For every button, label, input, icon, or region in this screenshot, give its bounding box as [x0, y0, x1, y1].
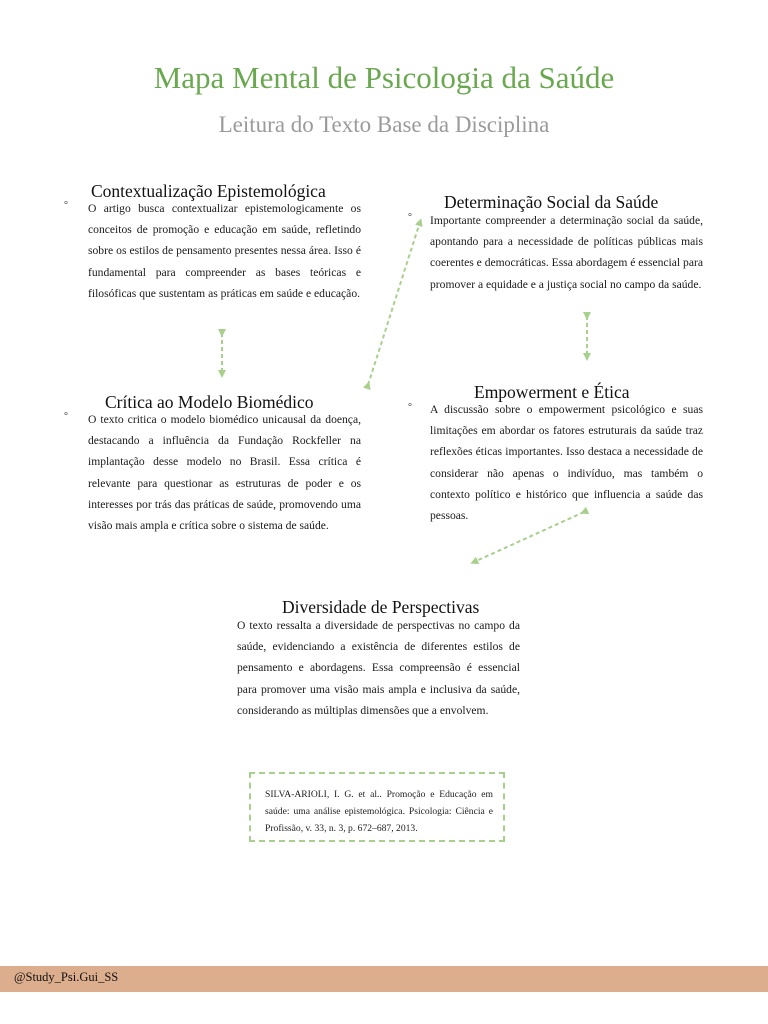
section-text-empowerment: A discussão sobre o empowerment psicológico e suas limitações em abordar os fatores estruturais da saúde traz reflexões éticas importantes. Isso destaca a necessidade de considerar não apenas o indivíduo, mas também o contexto político e histórico que influencia a saúde das pessoas. — [430, 403, 703, 523]
bullet-marker: ° — [64, 200, 68, 211]
section-title-critica: Crítica ao Modelo Biomédico — [105, 392, 314, 412]
bullet-marker: ° — [64, 411, 68, 422]
bullet-marker: ° — [408, 402, 412, 413]
section-text-determinacao: Importante compreender a determinação social da saúde, apontando para a necessidade de políticas públicas mais coerentes e democráticas. Essa abordagem é essencial para promover a equidade e a justiça social no campo da saúde. — [430, 214, 703, 291]
reference-text: SILVA-ARIOLI, I. G. et al.. Promoção e Educação em saúde: uma análise epistemológica. Psicologia: Ciência e Profissão, v. 33, n. 3, p. 672–687, 2013. — [265, 789, 493, 834]
bullet-marker: ° — [408, 212, 412, 223]
arrow-empowerment-diversidade — [474, 512, 584, 562]
section-title-determinacao: Determinação Social da Saúde — [444, 192, 659, 212]
arrow-critica-determinacao — [368, 222, 420, 385]
footer-handle: @Study_Psi.Gui_SS — [14, 970, 119, 984]
section-text-diversidade: O texto ressalta a diversidade de perspectivas no campo da saúde, evidenciando a existência de diferentes estilos de pensamento e abordagens. Essa compreensão é essencial para promover uma visão mais ampla e inclusiva da saúde, considerando as múltiplas dimensões que a envolvem. — [237, 619, 520, 717]
section-text-contextualizacao: O artigo busca contextualizar epistemologicamente os conceitos de promoção e educação em saúde, refletindo sobre os estilos de pensamento presentes nessa área. Isso é fundamental para compreender as bases teóricas e filosóficas que sustentam as práticas em saúde e educação. — [88, 202, 361, 300]
section-title-contextualizacao: Contextualização Epistemológica — [91, 181, 326, 201]
section-text-critica: O texto critica o modelo biomédico unicausal da doença, destacando a influência da Fundação Rockfeller na implantação desse modelo no Brasil. Essa crítica é relevante para questionar as estruturas de poder e os interesses por trás das práticas de saúde, promovendo uma visão mais ampla e crítica sobre o sistema de saúde. — [88, 413, 361, 533]
footer-band — [0, 966, 768, 992]
section-title-empowerment: Empowerment e Ética — [474, 382, 630, 402]
page-subtitle: Leitura do Texto Base da Disciplina — [218, 112, 550, 137]
section-title-diversidade: Diversidade de Perspectivas — [282, 597, 480, 617]
page-title: Mapa Mental de Psicologia da Saúde — [153, 60, 615, 95]
